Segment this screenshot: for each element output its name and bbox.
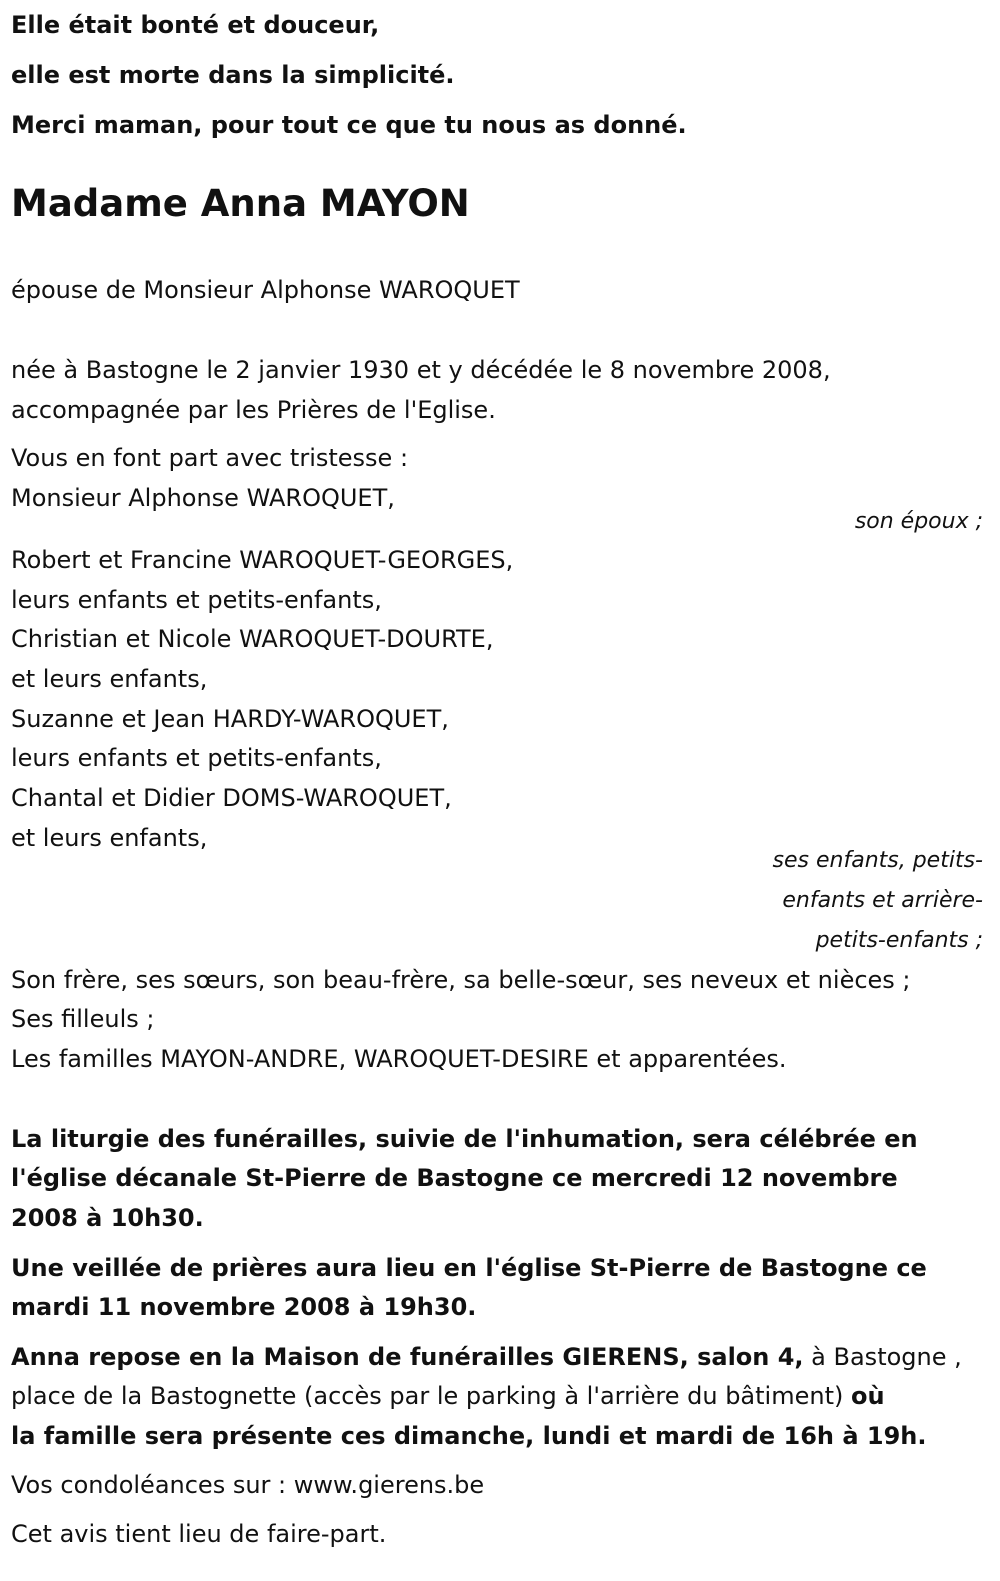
liturgy-line-1: La liturgie des funérailles, suivie de l'inhumation, sera célébrée en <box>11 1125 918 1153</box>
epigraph-line-3: Merci maman, pour tout ce que tu nous as donné. <box>11 111 687 139</box>
liturgy-line-2: l'église décanale St-Pierre de Bastogne ce mercredi 12 novembre <box>11 1164 898 1192</box>
spouse-line: épouse de Monsieur Alphonse WAROQUET <box>11 276 520 304</box>
husband-role: son époux ; <box>854 509 983 534</box>
announce-intro: Vous en font part avec tristesse : <box>11 444 409 472</box>
deceased-name: Madame Anna MAYON <box>11 182 470 225</box>
children-role-line-1: ses enfants, petits- <box>772 848 983 873</box>
children-line-3: Christian et Nicole WAROQUET-DOURTE, <box>11 625 494 653</box>
closing-line: Cet avis tient lieu de faire-part. <box>11 1520 387 1548</box>
rest-line-1-bold: Anna repose en la Maison de funérailles GIERENS, salon 4, <box>11 1343 804 1371</box>
vigil-line-2: mardi 11 novembre 2008 à 19h30. <box>11 1293 477 1321</box>
children-line-8: et leurs enfants, <box>11 824 208 852</box>
rest-line-1 <box>11 1342 962 1372</box>
rest-line-3: la famille sera présente ces dimanche, lundi et mardi de 16h à 19h. <box>11 1422 927 1450</box>
children-line-2: leurs enfants et petits-enfants, <box>11 586 382 614</box>
children-line-5: Suzanne et Jean HARDY-WAROQUET, <box>11 705 449 733</box>
rest-line-2-normal: place de la Bastognette (accès par le parking à l'arrière du bâtiment) <box>11 1382 851 1410</box>
family-line-2: Ses filleuls ; <box>11 1005 155 1033</box>
condolences-line: Vos condoléances sur : www.gierens.be <box>11 1471 485 1499</box>
children-line-7: Chantal et Didier DOMS-WAROQUET, <box>11 784 452 812</box>
rest-line-2-bold: où <box>850 1382 885 1410</box>
birth-death-line-1: née à Bastogne le 2 janvier 1930 et y décédée le 8 novembre 2008, <box>11 356 831 384</box>
rest-line-2 <box>11 1381 885 1411</box>
children-line-4: et leurs enfants, <box>11 665 208 693</box>
children-role-line-3: petits-enfants ; <box>815 928 983 953</box>
children-role-line-2: enfants et arrière- <box>782 888 983 913</box>
epigraph-line-2: elle est morte dans la simplicité. <box>11 61 455 89</box>
vigil-line-1: Une veillée de prières aura lieu en l'église St-Pierre de Bastogne ce <box>11 1254 927 1282</box>
epigraph-line-1: Elle était bonté et douceur, <box>11 11 380 39</box>
family-line-1: Son frère, ses sœurs, son beau-frère, sa belle-sœur, ses neveux et nièces ; <box>11 966 911 994</box>
liturgy-line-3: 2008 à 10h30. <box>11 1204 204 1232</box>
rest-line-1-normal: à Bastogne , <box>803 1343 962 1371</box>
children-line-6: leurs enfants et petits-enfants, <box>11 744 382 772</box>
family-line-3: Les familles MAYON-ANDRE, WAROQUET-DESIRE et apparentées. <box>11 1045 787 1073</box>
children-line-1: Robert et Francine WAROQUET-GEORGES, <box>11 546 514 574</box>
husband-name: Monsieur Alphonse WAROQUET, <box>11 484 395 512</box>
birth-death-line-2: accompagnée par les Prières de l'Eglise. <box>11 396 496 424</box>
